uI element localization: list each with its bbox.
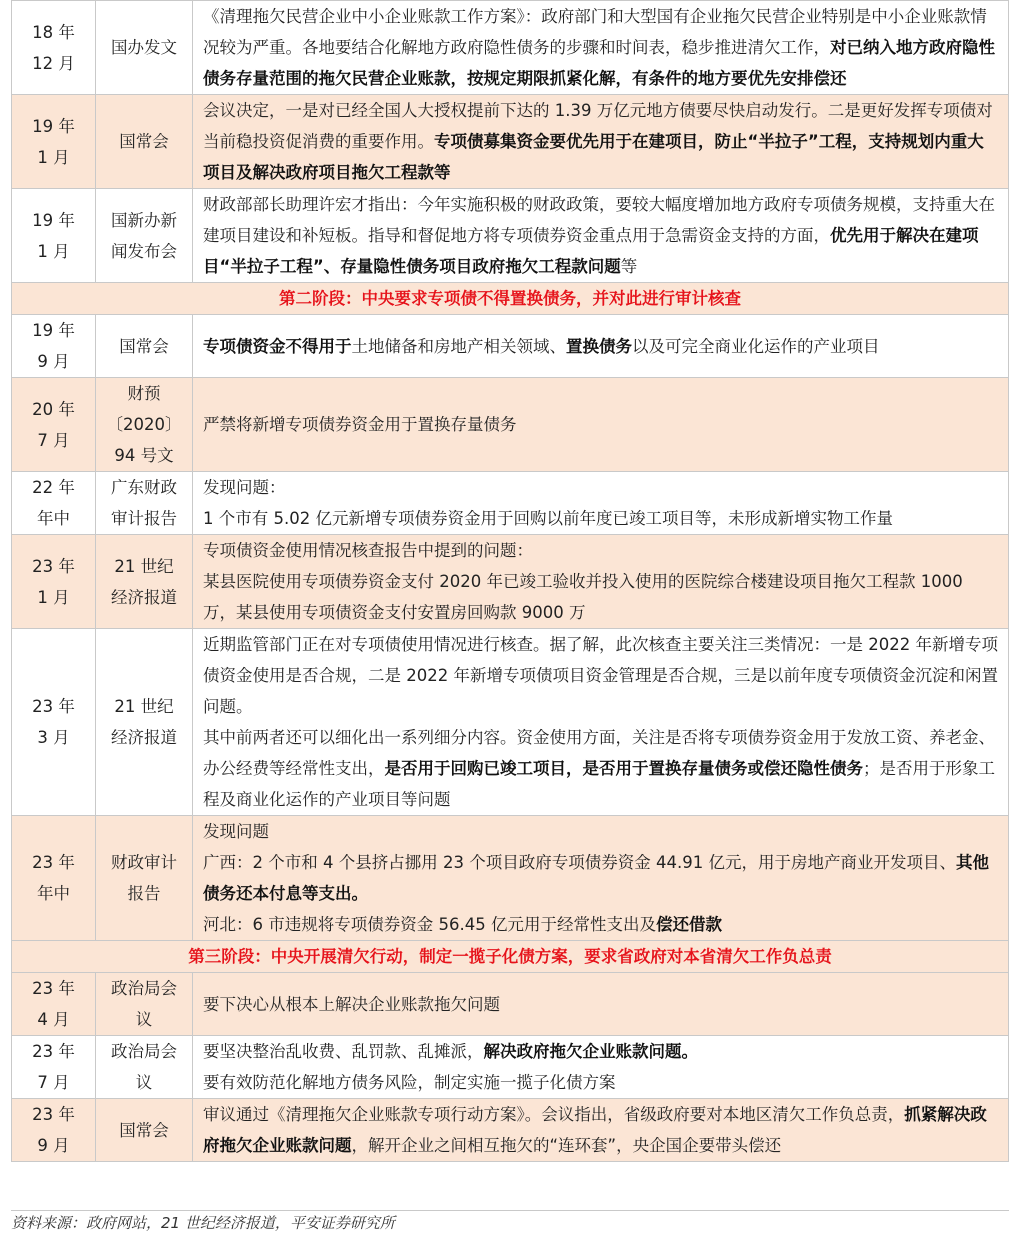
content-text: ；是否用于形象工程及商业化运作的产业项目等问题	[203, 759, 995, 809]
content-text: 近期监管部门正在对专项债使用情况进行核查。据了解，此次核查主要关注三类情况：一是 2022 年新增专项债资金使用是否合规，二是 2022 年新增专项债项目资金管理是否合规，三是以前年度专项债资金沉淀和闲置问题。	[203, 635, 998, 716]
content-bold-text: 抓紧解决政府拖欠企业账款问题	[203, 1105, 987, 1155]
issuer-cell	[96, 1, 193, 95]
content-text: 广西：2 个市和 4 个县挤占挪用 23 个项目政府专项债券资金 44.91 亿元，用于房地产商业开发项目、	[203, 853, 956, 872]
policy-table-body	[12, 1, 1009, 1162]
issuer-line: 国常会	[119, 132, 169, 151]
content-text: 等	[620, 257, 638, 276]
issuer-line: 国常会	[119, 1120, 169, 1140]
date-line: 1 月	[37, 587, 70, 607]
content-paragraph	[203, 909, 999, 940]
content-cell	[193, 378, 1009, 472]
issuer-cell	[96, 315, 193, 378]
content-text: ，解开企业之间相互拖欠的“连环套”，央企国企要带头偿还	[351, 1136, 782, 1155]
content-paragraph	[203, 629, 999, 722]
policy-timeline-table	[11, 0, 1009, 1162]
issuer-line: 国办发文	[111, 38, 177, 57]
content-cell	[193, 95, 1009, 189]
content-cell	[193, 816, 1009, 941]
date-line: 23 年	[32, 556, 75, 576]
content-text: 要下决心从根本上解决企业账款拖欠问题	[203, 994, 500, 1014]
issuer-line: 国常会	[119, 336, 169, 356]
date-line: 23 年	[32, 697, 75, 716]
date-line: 3 月	[37, 728, 70, 747]
content-bold-text: 置换债务	[566, 336, 632, 356]
table-row	[12, 973, 1009, 1036]
issuer-cell	[96, 189, 193, 283]
issuer-cell	[96, 472, 193, 535]
content-paragraph	[203, 503, 999, 534]
content-bold-text: 专项债资金不得用于	[203, 336, 352, 356]
content-cell	[193, 973, 1009, 1036]
content-text: 其中前两者还可以细化出一系列细分内容。资金使用方面，关注是否将专项债券资金用于发放工资、养老金、办公经费等经常性支出，	[203, 728, 995, 778]
content-text: 河北：6 市违规将专项债券资金 56.45 亿元用于经常性支出及	[203, 915, 656, 934]
content-cell	[193, 629, 1009, 816]
content-cell	[193, 1099, 1009, 1162]
date-line: 23 年	[32, 1042, 75, 1061]
content-text: 要坚决整治乱收费、乱罚款、乱摊派，	[203, 1042, 484, 1061]
issuer-cell	[96, 629, 193, 816]
issuer-line: 国新办新	[111, 210, 177, 230]
content-cell	[193, 472, 1009, 535]
date-line: 9 月	[37, 352, 70, 371]
issuer-line: 94 号文	[114, 446, 174, 465]
date-line: 19 年	[32, 321, 75, 340]
content-text: 《清理拖欠民营企业中小企业账款工作方案》：政府部门和大型国有企业拖欠民营企业特别是中小企业账款情况较为严重。各地要结合化解地方政府隐性债务的步骤和时间表，稳步推进清欠工作，	[203, 7, 987, 57]
date-cell	[12, 315, 96, 378]
table-row	[12, 472, 1009, 535]
content-text: 1 个市有 5.02 亿元新增专项债券资金用于回购以前年度已竣工项目等，未形成新增实物工作量	[203, 509, 893, 528]
content-text: 专项债资金使用情况核查报告中提到的问题：	[203, 541, 533, 560]
date-line: 18 年	[32, 22, 75, 42]
content-bold-text: 对已纳入地方政府隐性债务存量范围的拖欠民营企业账款，按规定期限抓紧化解，有条件的地方要优先安排偿还	[203, 38, 995, 88]
table-row	[12, 1, 1009, 95]
content-paragraph	[203, 189, 999, 282]
issuer-line: 21 世纪	[114, 556, 174, 576]
content-text: 发现问题：	[203, 478, 286, 497]
date-line: 20 年	[32, 399, 75, 419]
date-cell	[12, 535, 96, 629]
content-cell	[193, 535, 1009, 629]
date-cell	[12, 816, 96, 941]
issuer-line: 议	[135, 1073, 153, 1092]
date-cell	[12, 378, 96, 472]
content-bold-text: 专项债募集资金要优先用于在建项目，防止“半拉子”工程，支持规划内重大项目及解决政府项目拖欠工程款等	[203, 132, 984, 182]
issuer-cell	[96, 1099, 193, 1162]
date-line: 23 年	[32, 979, 75, 998]
table-row	[12, 1099, 1009, 1162]
date-line: 19 年	[32, 116, 75, 136]
date-line: 23 年	[32, 1105, 75, 1124]
content-paragraph	[203, 847, 999, 909]
date-line: 1 月	[37, 147, 70, 167]
issuer-line: 政治局会	[111, 1042, 177, 1061]
date-line: 9 月	[37, 1136, 70, 1155]
date-line: 7 月	[37, 1073, 70, 1092]
date-cell	[12, 629, 96, 816]
content-text: 会议决定，一是对已经全国人大授权提前下达的 1.39 万亿元地方债要尽快启动发行。二是更好发挥专项债对当前稳投资促消费的重要作用。	[203, 101, 993, 151]
issuer-line: 闻发布会	[111, 241, 177, 261]
content-paragraph	[203, 722, 999, 815]
content-cell	[193, 1, 1009, 95]
date-cell	[12, 1036, 96, 1099]
date-line: 年中	[37, 509, 70, 528]
table-row	[12, 315, 1009, 378]
issuer-line: 21 世纪	[114, 697, 174, 716]
date-cell	[12, 472, 96, 535]
content-bold-text: 其他债务还本付息等支出。	[203, 853, 989, 903]
source-note: 资料来源：政府网站，21 世纪经济报道，平安证券研究所	[11, 1214, 395, 1232]
content-paragraph	[203, 1036, 999, 1067]
date-cell	[12, 1099, 96, 1162]
stage-header-cell: 第二阶段：中央要求专项债不得置换债务，并对此进行审计核查	[12, 283, 1009, 315]
date-line: 22 年	[32, 478, 75, 497]
issuer-line: 议	[135, 1010, 153, 1029]
content-text: 财政部部长助理许宏才指出：今年实施积极的财政政策，要较大幅度增加地方政府专项债务规模，支持重大在建项目建设和补短板。指导和督促地方将专项债券资金重点用于急需资金支持的方面，	[203, 195, 995, 245]
issuer-line: 经济报道	[111, 587, 177, 607]
issuer-line: 广东财政	[111, 478, 177, 497]
issuer-line: 经济报道	[111, 728, 177, 747]
date-line: 7 月	[37, 430, 70, 450]
table-row	[12, 1036, 1009, 1099]
content-text: 要有效防范化解地方债务风险，制定实施一揽子化债方案	[203, 1073, 616, 1092]
date-line: 19 年	[32, 210, 75, 230]
content-bold-text: 解决政府拖欠企业账款问题。	[483, 1042, 698, 1061]
content-paragraph	[203, 989, 999, 1020]
date-line: 年中	[37, 884, 70, 903]
issuer-cell	[96, 1036, 193, 1099]
content-paragraph	[203, 566, 999, 628]
issuer-cell	[96, 95, 193, 189]
content-text: 某县医院使用专项债券资金支付 2020 年已竣工验收并投入使用的医院综合楼建设项目拖欠工程款 1000 万，某县使用专项债资金支付安置房回购款 9000 万	[203, 572, 963, 622]
policy-table-container	[11, 0, 1009, 1162]
stage-header-cell: 第三阶段：中央开展清欠行动，制定一揽子化债方案，要求省政府对本省清欠工作负总责	[12, 941, 1009, 973]
content-text: 以及可完全商业化运作的产业项目	[632, 336, 880, 356]
content-paragraph	[203, 1, 999, 94]
content-text: 审议通过《清理拖欠企业账款专项行动方案》。会议指出，省级政府要对本地区清欠工作负总责，	[203, 1105, 905, 1124]
content-bold-text: 偿还借款	[655, 915, 722, 934]
content-bold-text: 是否用于回购已竣工项目，是否用于置换存量债务或偿还隐性债务	[384, 759, 863, 778]
date-cell	[12, 189, 96, 283]
content-paragraph	[203, 1067, 999, 1098]
issuer-line: 报告	[127, 884, 161, 903]
table-row	[12, 629, 1009, 816]
content-text: 发现问题	[203, 822, 269, 841]
content-paragraph	[203, 1099, 999, 1161]
table-row	[12, 378, 1009, 472]
content-cell	[193, 189, 1009, 283]
table-row	[12, 189, 1009, 283]
issuer-line: 财预	[127, 384, 161, 403]
content-bold-text: 优先用于解决在建项目“半拉子工程”、存量隐性债务项目政府拖欠工程款问题	[203, 226, 979, 276]
issuer-line: 财政审计	[111, 853, 177, 872]
content-cell	[193, 315, 1009, 378]
table-row	[12, 535, 1009, 629]
date-line: 4 月	[37, 1010, 70, 1029]
date-cell	[12, 1, 96, 95]
date-cell	[12, 973, 96, 1036]
content-text: 严禁将新增专项债券资金用于置换存量债务	[203, 415, 517, 434]
content-paragraph	[203, 535, 999, 566]
content-cell	[193, 1036, 1009, 1099]
content-text: 土地储备和房地产相关领域、	[351, 336, 566, 356]
table-bottom-rule	[11, 1210, 1009, 1211]
date-line: 12 月	[32, 53, 75, 73]
issuer-line: 〔2020〕	[106, 415, 182, 434]
date-cell	[12, 95, 96, 189]
date-line: 1 月	[37, 241, 70, 261]
issuer-line: 政治局会	[111, 979, 177, 998]
content-paragraph	[203, 472, 999, 503]
stage-header-row	[12, 941, 1009, 973]
issuer-cell	[96, 535, 193, 629]
table-row	[12, 95, 1009, 189]
issuer-cell	[96, 816, 193, 941]
content-paragraph	[203, 409, 999, 440]
issuer-cell	[96, 973, 193, 1036]
content-paragraph	[203, 816, 999, 847]
issuer-cell	[96, 378, 193, 472]
content-paragraph	[203, 331, 999, 362]
date-line: 23 年	[32, 853, 75, 872]
stage-header-row	[12, 283, 1009, 315]
table-row	[12, 816, 1009, 941]
content-paragraph	[203, 95, 999, 188]
issuer-line: 审计报告	[111, 509, 177, 528]
